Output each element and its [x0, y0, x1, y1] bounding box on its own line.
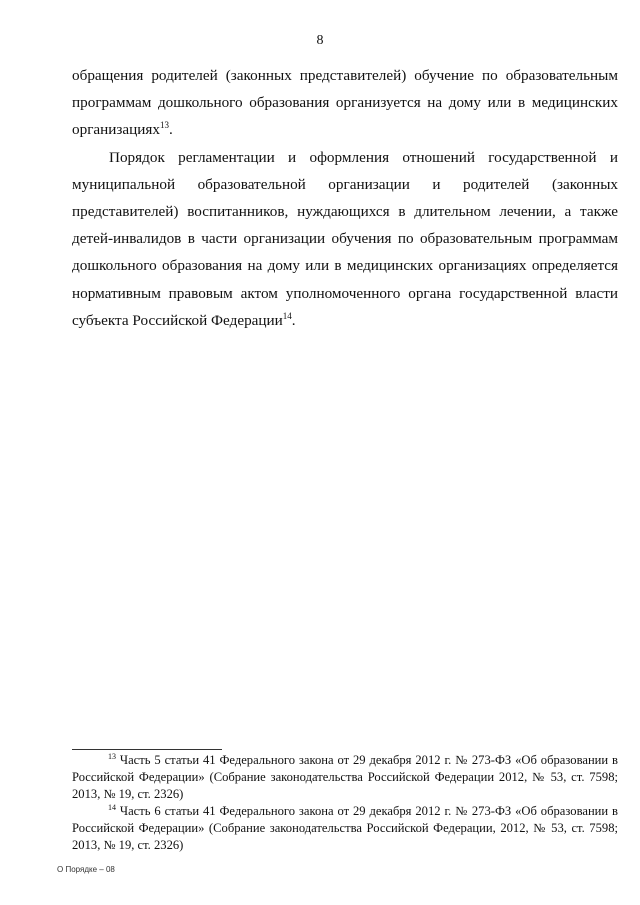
paragraph-2-tail: . [291, 311, 296, 329]
footnote-14-number: 14 [108, 803, 116, 812]
footnote-14-text: Часть 6 статьи 41 Федерального закона от 29 декабря 2012 г. № 273-ФЗ «Об образовании в Российской Федерации» (Собрание законодательства Российской Федерации, 2012, № 53, ст. 7598; 2013, № 19, ст. 2326) [72, 804, 618, 852]
footnote-divider [72, 749, 222, 750]
body-text [72, 62, 618, 334]
document-footer: О Порядке – 08 [57, 865, 115, 874]
paragraph-2 [72, 144, 618, 334]
footnote-13-number: 13 [108, 752, 116, 761]
footnote-13-text: Часть 5 статьи 41 Федерального закона от 29 декабря 2012 г. № 273-ФЗ «Об образовании в Российской Федерации» (Собрание законодательства Российской Федерации 2012, № 53, ст. 7598; 2013, № 19, ст. 2326) [72, 753, 618, 801]
paragraph-2-text: Порядок регламентации и оформления отношений государственной и муниципальной образовательной организации и родителей (законных представителей) воспитанников, нуждающихся в длительном лечении, а также детей-инвалидов в части организации обучения по образовательным программам дошкольного образования на дому или в медицинских организациях определяется нормативным правовым актом уполномоченного органа государственной власти субъекта Российской Федерации [72, 148, 618, 329]
footnote-14 [72, 803, 618, 854]
paragraph-1-tail: . [169, 121, 173, 139]
paragraph-1 [72, 62, 618, 144]
footnote-13 [72, 752, 618, 803]
paragraph-1-text: обращения родителей (законных представителей) обучение по образовательным программам дошкольного образования организуется на дому или в медицинских организациях [72, 67, 618, 139]
footnote-ref-14[interactable]: 14 [282, 310, 292, 321]
page-number: 8 [316, 33, 324, 48]
footnote-ref-13[interactable]: 13 [160, 120, 169, 131]
footnotes [72, 752, 618, 854]
